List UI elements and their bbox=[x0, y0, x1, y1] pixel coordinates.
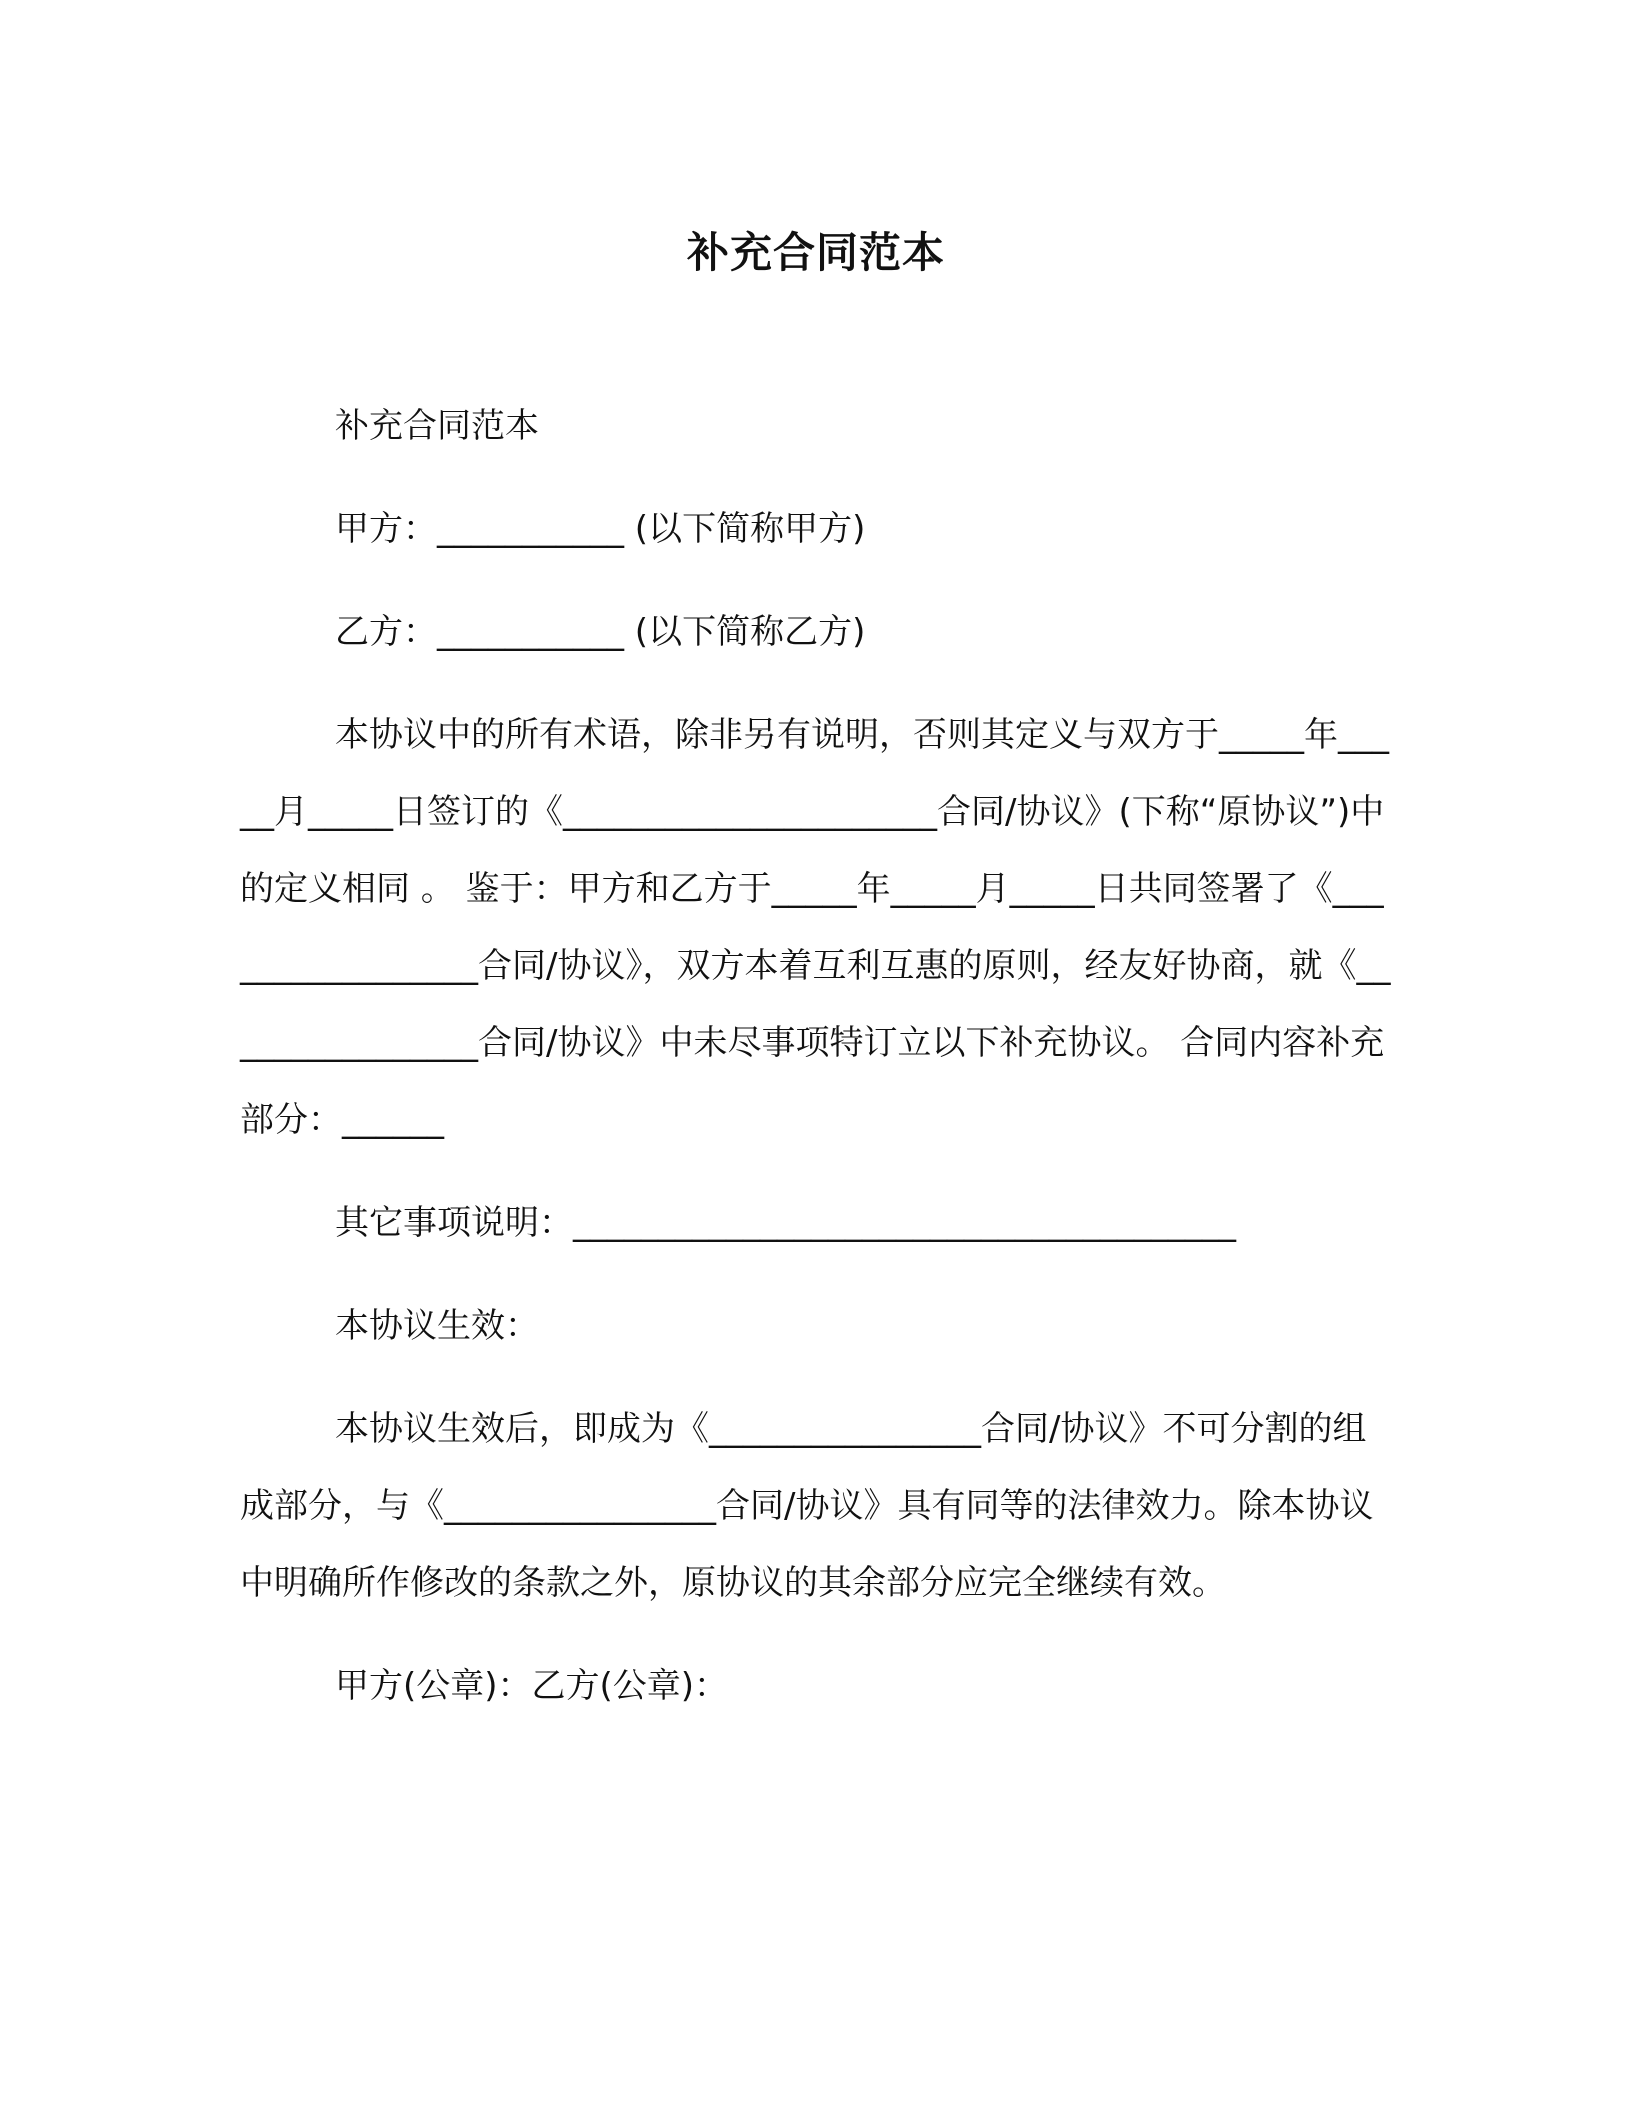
paragraph-terms: 本协议中的所有术语，除非另有说明，否则其定义与双方于_____年_____月_____日签订的《______________________合同/协议》(下称“原协议”)中的定义相同 。 鉴于：甲方和乙方于_____年_____月_____日共同签署了《_________________合同/协议》，双方本着互利互惠的原则，经友好协商，就《________________合同/协议》中未尽事项特订立以下补充协议。 合同内容补充部分：______ bbox=[240, 715, 1391, 1140]
paragraph-effective-body: 本协议生效后，即成为《________________合同/协议》不可分割的组成部分，与《________________合同/协议》具有同等的法律效力。除本协议中明确所作修改的条款之外，原协议的其余部分应完全继续有效。 bbox=[240, 1409, 1374, 1603]
paragraph-heading: 补充合同范本 bbox=[335, 406, 539, 446]
paragraph-signatures: 甲方(公章)：乙方(公章)： bbox=[335, 1666, 729, 1706]
document-body bbox=[240, 388, 1400, 1751]
paragraph-effective-heading: 本协议生效： bbox=[335, 1306, 539, 1346]
paragraph-other-matters: 其它事项说明：_______________________________________ bbox=[335, 1203, 1236, 1243]
paragraph-party-b: 乙方：___________ (以下简称乙方) bbox=[335, 612, 866, 652]
document-title: 补充合同范本 bbox=[686, 228, 945, 277]
paragraph-party-a: 甲方：___________ (以下简称甲方) bbox=[335, 509, 866, 549]
